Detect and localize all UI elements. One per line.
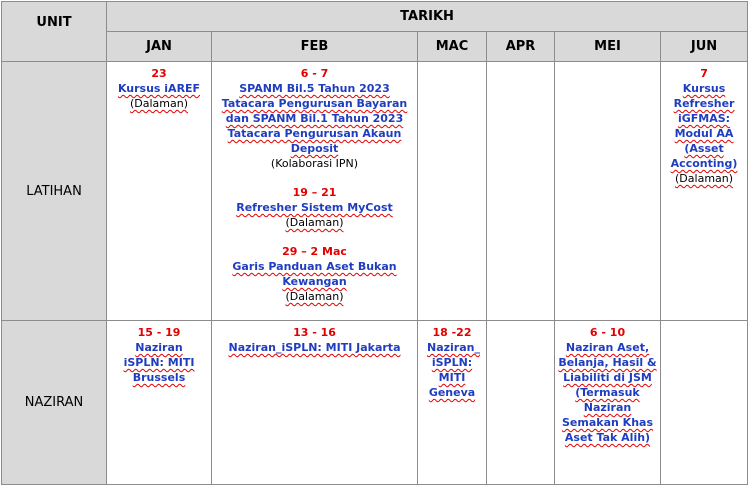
tarikh-header: TARIKH — [107, 2, 748, 32]
schedule-table — [1, 1, 748, 485]
event-note: (Dalaman) — [129, 97, 189, 110]
event-cell-naziran-jan — [107, 321, 212, 485]
event-cell-latihan-mei — [555, 62, 661, 321]
table-row — [2, 321, 748, 485]
event-note: (Dalaman) — [285, 216, 344, 229]
table-row — [2, 62, 748, 321]
event-title: Naziran_iSPLN: MITI Jakarta — [228, 341, 401, 354]
event-title: Kursus iAREF — [117, 82, 201, 95]
event-date: 7 — [700, 67, 708, 80]
month-header-jun: JUN — [661, 32, 748, 62]
month-header-mei: MEI — [555, 32, 661, 62]
event-title: Refresher Sistem MyCost — [236, 201, 393, 214]
unit-header: UNIT — [2, 2, 107, 62]
event-cell-naziran-mac — [418, 321, 487, 485]
event-note: (Dalaman) — [675, 172, 734, 185]
month-header-mac: MAC — [418, 32, 487, 62]
event-date: 6 - 10 — [589, 326, 626, 339]
event-cell-naziran-mei — [555, 321, 661, 485]
event-cell-naziran-apr — [487, 321, 555, 485]
month-header-feb: FEB — [212, 32, 418, 62]
event-date: 23 — [151, 67, 167, 80]
month-header-jan: JAN — [107, 32, 212, 62]
event-date: 19 – 21 — [292, 186, 337, 199]
unit-label-naziran: NAZIRAN — [2, 321, 107, 485]
event-title: SPANM Bil.5 Tahun 2023 Tatacara Pengurusan Bayaran dan SPANM Bil.1 Tahun 2023 Tatacara Pengurusan Akaun Deposit — [221, 82, 408, 155]
event-date: 13 - 16 — [293, 326, 336, 339]
event-title: Naziran iSPLN: MITI Brussels — [123, 341, 195, 384]
event-cell-naziran-feb — [212, 321, 418, 485]
event-title: Naziran Aset, Belanja, Hasil & Liabiliti di JSM (Termasuk Naziran Semakan Khas Aset Tak Alih) — [558, 341, 657, 444]
month-header-apr: APR — [487, 32, 555, 62]
event-cell-latihan-jan — [107, 62, 212, 321]
event-title: Naziran_ iSPLN: MITI Geneva — [427, 341, 480, 399]
event-cell-latihan-jun — [661, 62, 748, 321]
event-date: 29 – 2 Mac — [282, 245, 347, 258]
event-title: Kursus Refresher iGFMAS: Modul AA (Asset Acconting) — [670, 82, 738, 170]
event-cell-latihan-mac — [418, 62, 487, 321]
event-date: 15 - 19 — [137, 326, 181, 339]
event-cell-latihan-apr — [487, 62, 555, 321]
unit-label-latihan: LATIHAN — [2, 62, 107, 321]
event-date: 18 -22 — [432, 326, 472, 339]
event-date: 6 - 7 — [300, 67, 329, 80]
event-cell-latihan-feb — [212, 62, 418, 321]
event-note: (Dalaman) — [285, 290, 344, 303]
event-cell-naziran-jun — [661, 321, 748, 485]
event-note: (Kolaborasi IPN) — [270, 157, 359, 170]
event-title: Garis Panduan Aset Bukan Kewangan — [232, 260, 397, 288]
